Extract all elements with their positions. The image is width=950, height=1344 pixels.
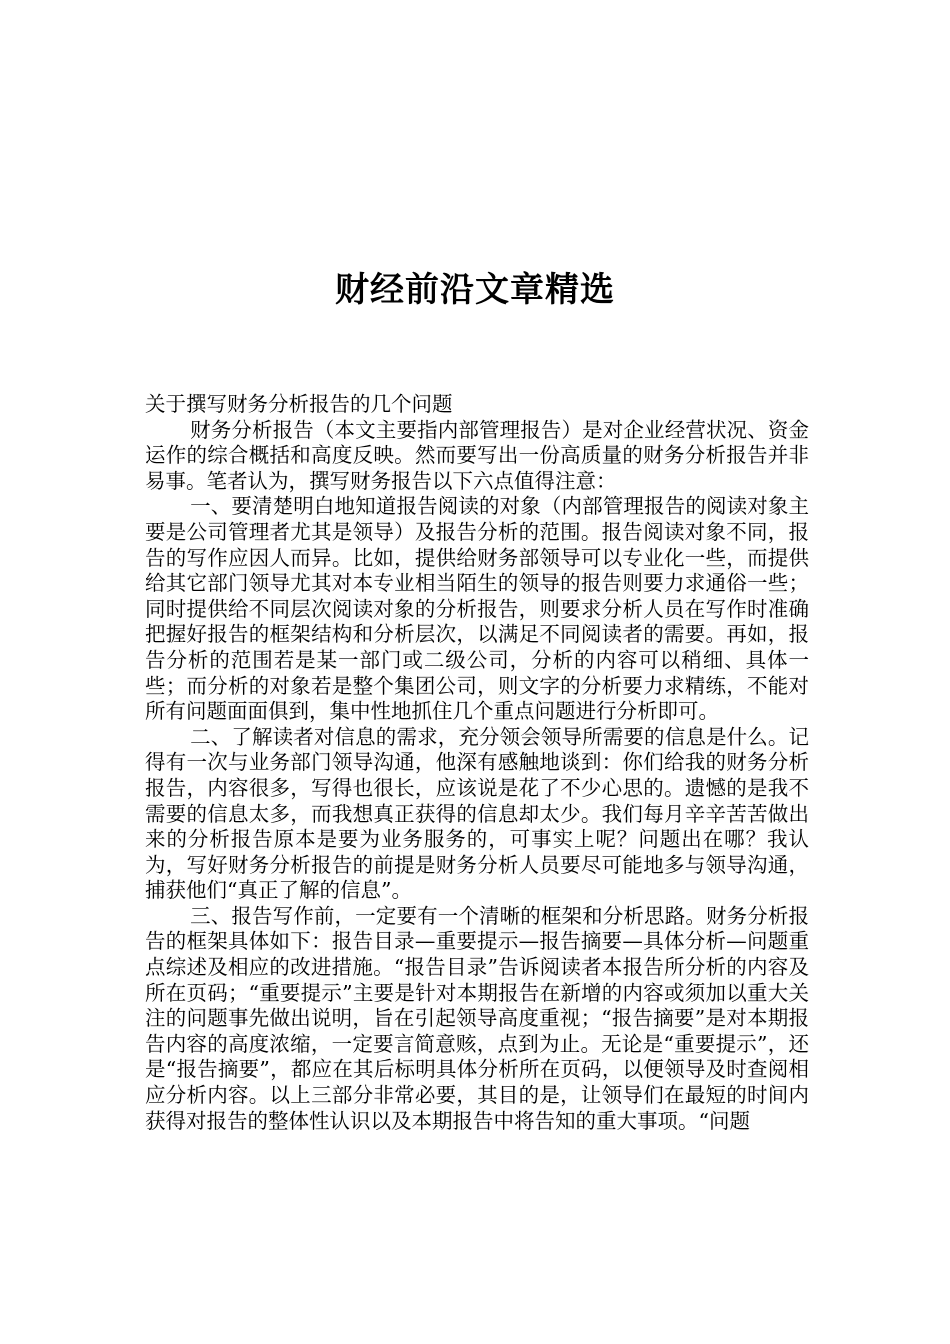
article-heading: 关于撰写财务分析报告的几个问题 [145, 392, 453, 416]
paragraph-point-3: 三、报告写作前，一定要有一个清晰的框架和分析思路。财务分析报告的框架具体如下：报告目录—重要提示—报告摘要—具体分析—问题重点综述及相应的改进措施。“报告目录”告诉阅读者本报告所分析的内容及所在页码；“重要提示”主要是针对本期报告在新增的内容或须加以重大关注的问题事先做出说明，旨在引起领导高度重视；“报告摘要”是对本期报告内容的高度浓缩，一定要言简意赅，点到为止。无论是“重要提示”，还是“报告摘要”，都应在其后标明具体分析所在页码，以便领导及时查阅相应分析内容。以上三部分非常必要，其目的是，让领导们在最短的时间内获得对报告的整体性认识以及本期报告中将告知的重大事项。“问题 [145, 903, 809, 1133]
paragraph-intro: 财务分析报告（本文主要指内部管理报告）是对企业经营状况、资金运作的综合概括和高度反映。然而要写出一份高质量的财务分析报告并非易事。笔者认为，撰写财务报告以下六点值得注意： [145, 417, 809, 493]
paragraph-point-1: 一、要清楚明白地知道报告阅读的对象（内部管理报告的阅读对象主要是公司管理者尤其是领导）及报告分析的范围。报告阅读对象不同，报告的写作应因人而异。比如，提供给财务部领导可以专业化一些，而提供给其它部门领导尤其对本专业相当陌生的领导的报告则要力求通俗一些；同时提供给不同层次阅读对象的分析报告，则要求分析人员在写作时准确把握好报告的框架结构和分析层次，以满足不同阅读者的需要。再如，报告分析的范围若是某一部门或二级公司，分析的内容可以稍细、具体一些；而分析的对象若是整个集团公司，则文字的分析要力求精练，不能对所有问题面面俱到，集中性地抓住几个重点问题进行分析即可。 [145, 494, 809, 724]
paragraph-point-2: 二、了解读者对信息的需求，充分领会领导所需要的信息是什么。记得有一次与业务部门领导沟通，他深有感触地谈到：你们给我的财务分析报告，内容很多，写得也很长，应该说是花了不少心思的。遗憾的是我不需要的信息太多，而我想真正获得的信息却太少。我们每月辛辛苦苦做出来的分析报告原本是要为业务服务的，可事实上呢？问题出在哪？我认为，写好财务分析报告的前提是财务分析人员要尽可能地多与领导沟通，捕获他们“真正了解的信息”。 [145, 724, 809, 903]
document-title: 财经前沿文章精选 [335, 270, 615, 310]
article-body [145, 392, 809, 1134]
